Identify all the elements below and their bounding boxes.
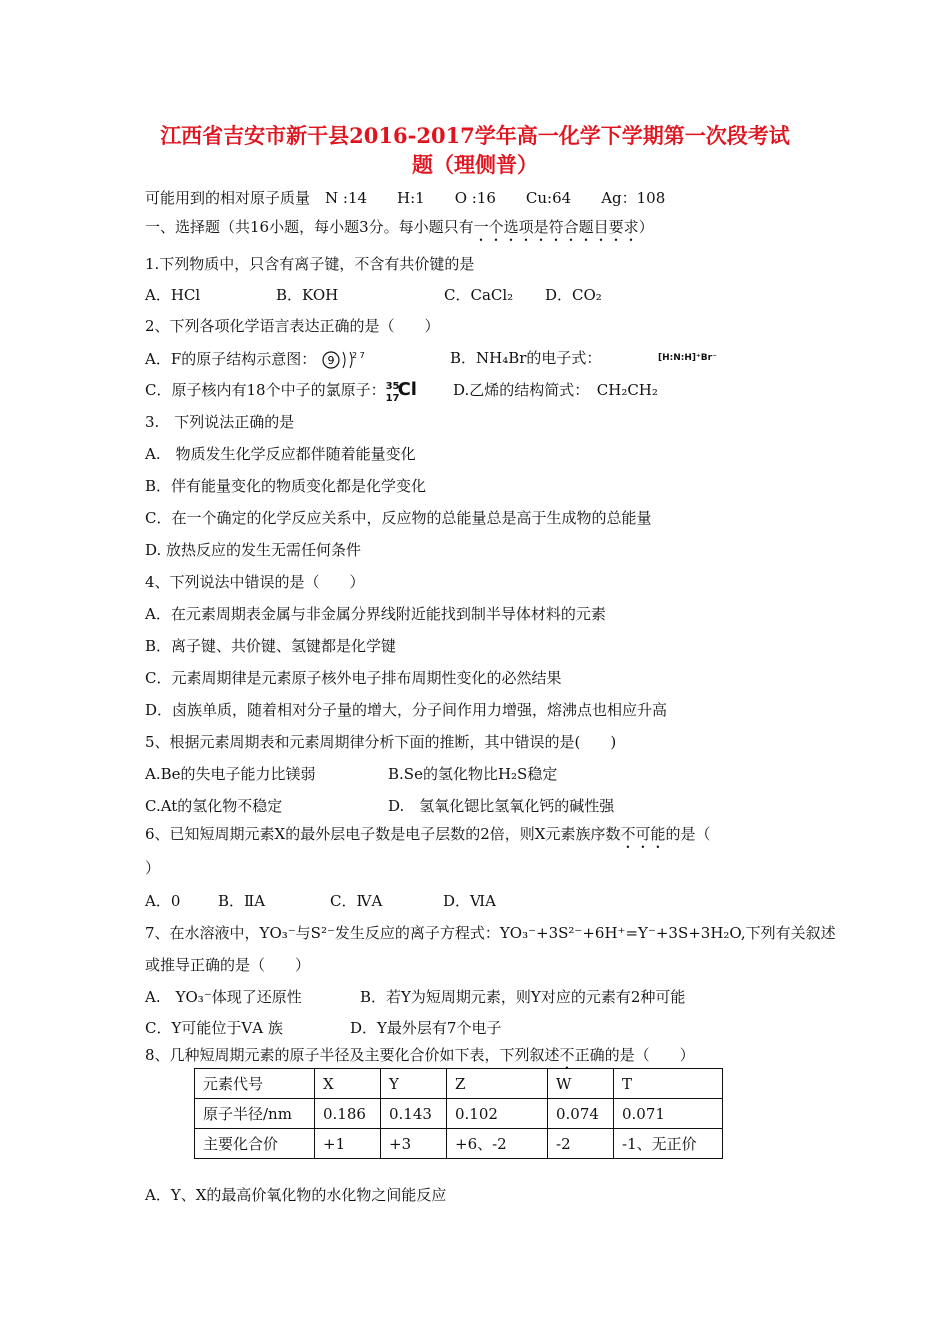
table-cell: +3 — [381, 1129, 447, 1159]
table-cell: Z — [447, 1069, 548, 1099]
table-cell: T — [614, 1069, 723, 1099]
table-cell: 0.071 — [614, 1099, 723, 1129]
q7-stem-line2: 或推导正确的是（ ） — [145, 956, 311, 974]
q2-option-a — [145, 348, 365, 372]
table-cell: 主要化合价 — [195, 1129, 315, 1159]
table-row — [195, 1069, 723, 1099]
table-row — [195, 1099, 723, 1129]
exam-title-line2: 题（理侧普） — [412, 152, 538, 177]
q7-stem: 7、在水溶液中，YO₃⁻与S²⁻发生反应的离子方程式：YO₃⁻+3S²⁻+6H⁺=Y⁻+3S+3H₂O,下列有关叙述 — [145, 924, 836, 942]
table-cell: 0.102 — [447, 1099, 548, 1129]
q2-option-b — [450, 348, 601, 368]
q5-option-c: C.At的氢化物不稳定 — [145, 797, 283, 815]
atom-shell-electrons: 2 7 — [352, 351, 365, 360]
q4-option-d: D．卤族单质，随着相对分子量的增大，分子间作用力增强，熔沸点也相应升高 — [145, 701, 668, 719]
q4-option-c: C．元素周期律是元素原子核外电子排布周期性变化的必然结果 — [145, 669, 562, 687]
q1-option-a: A．HCl — [145, 286, 201, 304]
q4-option-a: A．在元素周期表金属与非金属分界线附近能找到制半导体材料的元素 — [145, 605, 606, 623]
section-heading-prefix: 一、选择题（共16小题，每小题3分。每小题只有 — [145, 218, 474, 236]
q6-stem-line2: ） — [145, 859, 161, 877]
q5-option-a: A.Be的失电子能力比镁弱 — [145, 765, 316, 783]
q7-option-a: A. YO₃⁻体现了还原性 — [145, 988, 302, 1006]
q6-option-b: B．ⅡA — [218, 892, 266, 910]
table-cell: -2 — [548, 1129, 614, 1159]
q1-option-d: D．CO₂ — [545, 286, 602, 304]
q3-stem: 3. 下列说法正确的是 — [145, 413, 295, 431]
table-cell: +6、-2 — [447, 1129, 548, 1159]
q2-option-b-text: B．NH₄Br的电子式： — [450, 349, 602, 367]
section-heading-suffix: ） — [638, 218, 654, 236]
q1-option-c: C．CaCl₂ — [444, 286, 514, 304]
table-cell: 元素代号 — [195, 1069, 315, 1099]
q2-option-a-text: A．F的原子结构示意图： — [145, 350, 317, 368]
q1-option-b: B．KOH — [276, 286, 339, 304]
q2-stem: 2、下列各项化学语言表达正确的是（ ） — [145, 317, 440, 335]
q4-option-b: B．离子键、共价键、氢键都是化学键 — [145, 637, 397, 655]
q2-option-c-text: C．原子核内有18个中子的氯原子： — [145, 381, 386, 399]
q5-stem: 5、根据元素周期表和元素周期律分析下面的推断，其中错误的是( ) — [145, 733, 617, 751]
section-heading — [145, 217, 654, 245]
table-row — [195, 1129, 723, 1159]
table-cell: +1 — [315, 1129, 381, 1159]
chlorine-isotope-symbol: 35 17 Cl — [385, 379, 417, 404]
q2-option-c — [145, 380, 416, 402]
electron-formula-diagram: [H:N:H]⁺Br⁻ — [658, 353, 717, 363]
atom-nucleus-charge: 9 — [327, 354, 335, 367]
q7-option-b: B．若Y为短周期元素，则Y对应的元素有2种可能 — [360, 988, 686, 1006]
table-cell: X — [315, 1069, 381, 1099]
q8-stem-post: 正确的是（ ） — [574, 1046, 695, 1064]
q6-option-a: A．0 — [145, 892, 181, 910]
q3-option-b: B．伴有能量变化的物质变化都是化学变化 — [145, 477, 427, 495]
q3-option-c: C．在一个确定的化学反应关系中，反应物的总能量总是高于生成物的总能量 — [145, 509, 652, 527]
q7-option-d: D．Y最外层有7个电子 — [350, 1019, 502, 1037]
q5-option-d: D. 氢氧化锶比氢氧化钙的碱性强 — [388, 797, 615, 815]
table-cell: -1、无正价 — [614, 1129, 723, 1159]
q6-option-c: C．ⅣA — [330, 892, 383, 910]
q7-option-c: C．Y可能位于ⅤA 族 — [145, 1019, 283, 1037]
q8-stem-emphasis: 不 — [559, 1046, 575, 1064]
q6-stem — [145, 824, 710, 852]
q3-option-a: A. 物质发生化学反应都伴随着能量变化 — [145, 445, 416, 463]
table-cell: 0.074 — [548, 1099, 614, 1129]
table-cell: W — [548, 1069, 614, 1099]
q6-stem-emphasis: 不可能 — [620, 825, 666, 843]
section-heading-emphasis: 一个选项是符合题目要求 — [473, 218, 639, 236]
table-cell: 0.186 — [315, 1099, 381, 1129]
table-cell: 原子半径/nm — [195, 1099, 315, 1129]
table-cell: Y — [381, 1069, 447, 1099]
table-cell: 0.143 — [381, 1099, 447, 1129]
q4-stem: 4、下列说法中错误的是（ ） — [145, 573, 365, 591]
q1-stem: 1.下列物质中，只含有离子键，不含有共价键的是 — [145, 255, 475, 273]
q8-option-a: A．Y、X的最高价氧化物的水化物之间能反应 — [145, 1186, 447, 1204]
q5-option-b: B.Se的氢化物比H₂S稳定 — [388, 765, 558, 783]
q6-stem-post: 的是（ — [665, 825, 711, 843]
element-data-table — [194, 1068, 723, 1159]
q6-stem-pre: 6、已知短周期元素X的最外层电子数是电子层数的2倍，则X元素族序数 — [145, 825, 621, 843]
atom-structure-diagram-icon — [321, 348, 365, 372]
q6-option-d: D．ⅥA — [443, 892, 496, 910]
exam-title-line1: 江西省吉安市新干县2016-2017学年高一化学下学期第一次段考试 — [160, 123, 790, 148]
q3-option-d: D. 放热反应的发生无需任何条件 — [145, 541, 362, 559]
q8-stem-pre: 8、几种短周期元素的原子半径及主要化合价如下表，下列叙述 — [145, 1046, 560, 1064]
atomic-mass-line: 可能用到的相对原子质量 N :14 H:1 O :16 Cu:64 Ag：108 — [145, 189, 666, 207]
q2-option-d: D.乙烯的结构简式： CH₂CH₂ — [453, 381, 658, 399]
